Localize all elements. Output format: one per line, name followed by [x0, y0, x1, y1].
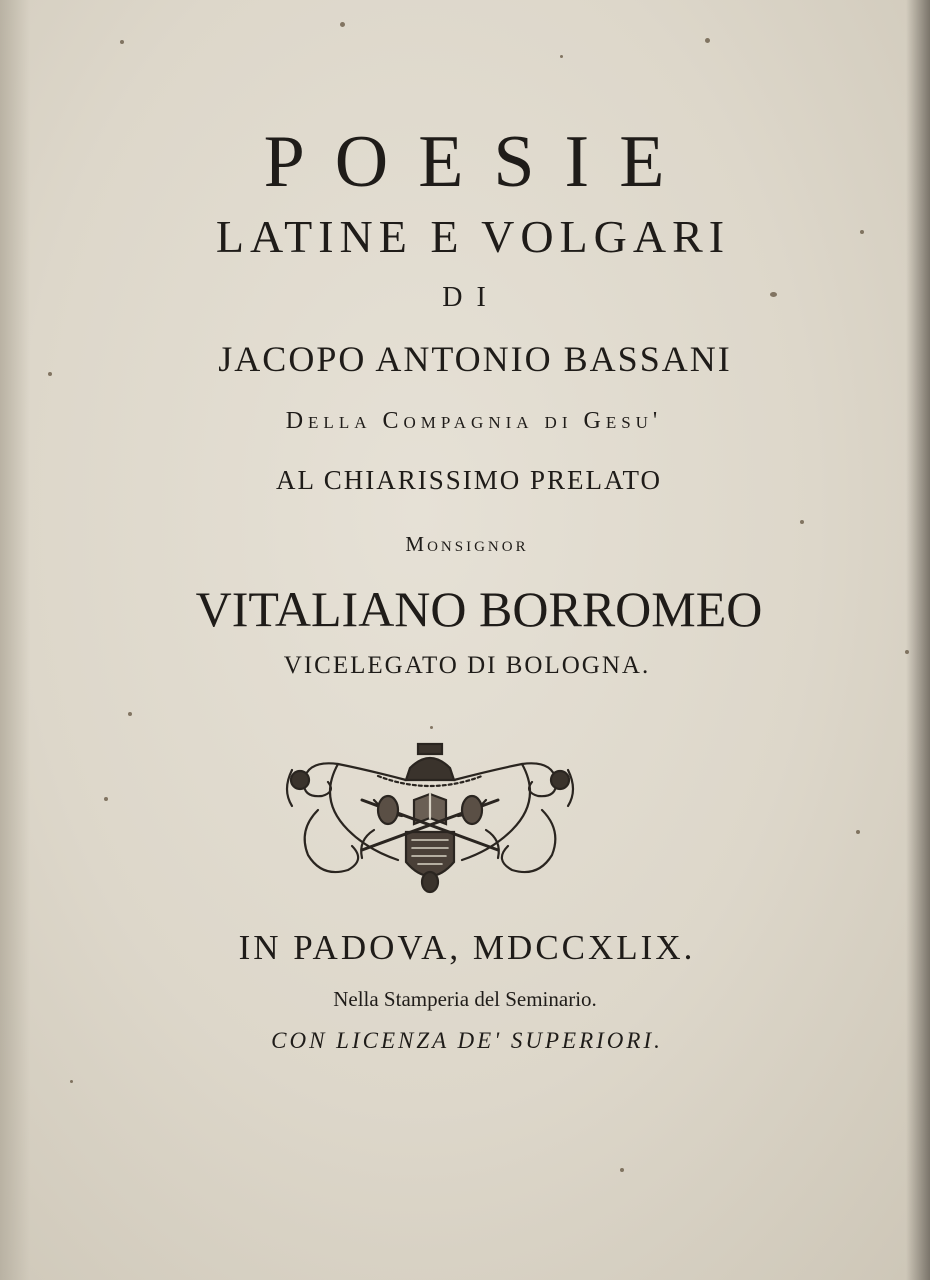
foxing-speck: [70, 1080, 73, 1083]
foxing-speck: [800, 520, 804, 524]
author-name: JACOPO ANTONIO BASSANI: [218, 339, 732, 379]
foxing-speck: [620, 1168, 624, 1172]
foxing-speck: [705, 38, 710, 43]
license-statement: CON LICENZA DE' SUPERIORI.: [271, 1028, 663, 1053]
foxing-speck: [340, 22, 345, 27]
dedicatee-title: VICELEGATO DI BOLOGNA.: [283, 652, 651, 679]
book-subtitle: LATINE E VOLGARI: [215, 211, 731, 262]
dedicatee-name: VITALIANO BORROMEO: [195, 581, 763, 637]
honorific: Monsignor: [405, 532, 529, 556]
foxing-speck: [860, 230, 864, 234]
foxing-speck: [905, 650, 909, 654]
dedication-line: AL CHIARISSIMO PRELATO: [275, 465, 663, 495]
imprint-place-date: IN PADOVA, MDCCXLIX.: [238, 928, 696, 967]
printers-device-ornament-icon: [278, 740, 582, 895]
by-line: DI: [442, 282, 500, 313]
foxing-speck: [104, 797, 108, 801]
author-order: Della Compagnia di Gesu': [285, 408, 663, 434]
foxing-speck: [856, 830, 860, 834]
printer-statement: Nella Stamperia del Seminario.: [333, 987, 597, 1011]
foxing-speck: [120, 40, 124, 44]
foxing-speck: [770, 292, 777, 297]
foxing-speck: [128, 712, 132, 716]
foxing-speck: [560, 55, 563, 58]
foxing-speck: [430, 726, 433, 729]
foxing-speck: [48, 372, 52, 376]
book-title: POESIE: [263, 121, 695, 203]
